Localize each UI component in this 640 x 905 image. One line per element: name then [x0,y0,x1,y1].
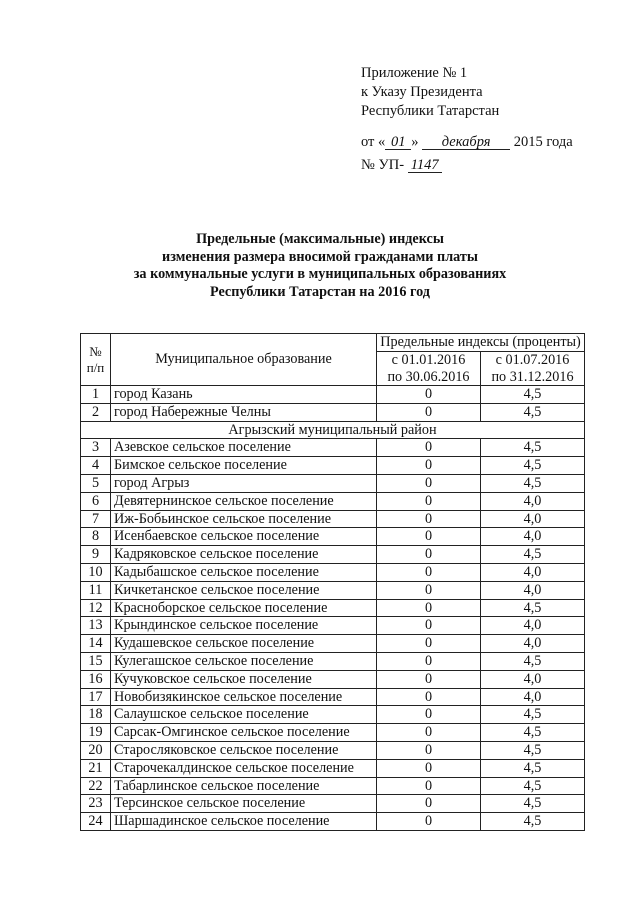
row-municipality: Старосляковское сельское поселение [111,741,377,759]
row-index-period-2: 4,5 [481,706,585,724]
row-municipality: Исенбаевское сельское поселение [111,528,377,546]
row-municipality: Азевское сельское поселение [111,439,377,457]
row-index-period-1: 0 [377,510,481,528]
number-prefix: № УП- [361,157,405,173]
header-number: № п/п [81,334,111,386]
row-municipality: Кудашевское сельское поселение [111,635,377,653]
table-row [81,635,585,653]
row-index-period-2: 4,5 [481,724,585,742]
date-year: 2015 года [513,134,573,150]
row-municipality: Сарсак-Омгинское сельское поселение [111,724,377,742]
row-municipality: Кичкетанское сельское поселение [111,581,377,599]
row-number: 6 [81,492,111,510]
table-row [81,439,585,457]
row-municipality: город Казань [111,386,377,404]
row-index-period-2: 4,0 [481,670,585,688]
title-line-2: изменения размера вносимой гражданами платы [162,248,478,265]
row-number: 2 [81,403,111,421]
row-municipality: Терсинское сельское поселение [111,795,377,813]
row-number: 14 [81,635,111,653]
row-index-period-2: 4,0 [481,581,585,599]
row-index-period-1: 0 [377,599,481,617]
row-number: 5 [81,474,111,492]
attachment-republic: Республики Татарстан [361,103,500,119]
row-index-period-1: 0 [377,617,481,635]
header-municipality: Муниципальное образование [111,334,377,386]
district-row [81,421,585,439]
row-number: 12 [81,599,111,617]
row-municipality: город Агрыз [111,474,377,492]
header-period-2: с 01.07.2016 по 31.12.2016 [481,352,585,386]
row-index-period-1: 0 [377,759,481,777]
table-row [81,724,585,742]
row-number: 23 [81,795,111,813]
table-row [81,777,585,795]
row-municipality: Новобизякинское сельское поселение [111,688,377,706]
row-number: 3 [81,439,111,457]
row-index-period-2: 4,0 [481,510,585,528]
row-index-period-2: 4,5 [481,741,585,759]
row-index-period-2: 4,5 [481,439,585,457]
title-line-4: Республики Татарстан на 2016 год [209,283,430,300]
table-row [81,510,585,528]
row-index-period-2: 4,5 [481,599,585,617]
table-row [81,741,585,759]
header-indices-group: Предельные индексы (проценты) [377,334,585,352]
row-index-period-2: 4,0 [481,528,585,546]
table-row [81,474,585,492]
table-row [81,528,585,546]
row-number: 20 [81,741,111,759]
table-row [81,813,585,831]
table-row [81,652,585,670]
row-index-period-1: 0 [377,528,481,546]
row-number: 15 [81,652,111,670]
row-municipality: Крындинское сельское поселение [111,617,377,635]
row-index-period-1: 0 [377,670,481,688]
row-index-period-2: 4,5 [481,457,585,475]
table-row [81,581,585,599]
table-row [81,706,585,724]
row-number: 8 [81,528,111,546]
row-index-period-2: 4,5 [481,813,585,831]
row-number: 9 [81,546,111,564]
date-month: декабря [422,135,510,150]
row-number: 21 [81,759,111,777]
row-index-period-2: 4,0 [481,563,585,581]
number-value: 1147 [408,158,442,173]
row-municipality: Кадыбашское сельское поселение [111,563,377,581]
row-municipality: Иж-Бобьинское сельское поселение [111,510,377,528]
row-number: 22 [81,777,111,795]
row-number: 18 [81,706,111,724]
table-row [81,457,585,475]
table-row [81,670,585,688]
row-number: 7 [81,510,111,528]
row-index-period-1: 0 [377,403,481,421]
row-index-period-1: 0 [377,706,481,724]
row-number: 19 [81,724,111,742]
document-title [80,231,560,301]
row-index-period-1: 0 [377,439,481,457]
table-row [81,386,585,404]
row-index-period-1: 0 [377,457,481,475]
row-index-period-1: 0 [377,688,481,706]
row-number: 24 [81,813,111,831]
row-index-period-1: 0 [377,386,481,404]
attachment-number: Приложение № 1 [361,65,468,81]
row-index-period-2: 4,5 [481,759,585,777]
row-municipality: город Набережные Челны [111,403,377,421]
row-index-period-1: 0 [377,563,481,581]
table-row [81,795,585,813]
row-index-period-1: 0 [377,741,481,759]
decree-number [361,156,573,175]
row-municipality: Шаршадинское сельское поселение [111,813,377,831]
row-index-period-1: 0 [377,724,481,742]
row-index-period-1: 0 [377,652,481,670]
table-row [81,617,585,635]
row-municipality: Салаушское сельское поселение [111,706,377,724]
row-index-period-1: 0 [377,492,481,510]
row-index-period-1: 0 [377,581,481,599]
row-municipality: Кулегашское сельское поселение [111,652,377,670]
row-municipality: Кучуковское сельское поселение [111,670,377,688]
table-row [81,759,585,777]
row-municipality: Табарлинское сельское поселение [111,777,377,795]
attachment-decree: к Указу Президента [361,84,483,100]
row-number: 10 [81,563,111,581]
row-number: 4 [81,457,111,475]
row-index-period-1: 0 [377,546,481,564]
table-row [81,688,585,706]
date-prefix: от « [361,134,386,150]
row-municipality: Бимское сельское поселение [111,457,377,475]
row-index-period-2: 4,5 [481,777,585,795]
date-day: 01 [385,135,411,150]
row-index-period-2: 4,5 [481,386,585,404]
indices-table [80,333,585,831]
row-number: 11 [81,581,111,599]
row-index-period-1: 0 [377,474,481,492]
row-index-period-2: 4,5 [481,474,585,492]
row-index-period-1: 0 [377,777,481,795]
row-municipality: Кадряковское сельское поселение [111,546,377,564]
row-number: 13 [81,617,111,635]
table-row [81,492,585,510]
title-line-1: Предельные (максимальные) индексы [196,231,444,247]
row-index-period-2: 4,5 [481,795,585,813]
table-row [81,563,585,581]
date-mid: » [411,134,419,150]
row-municipality: Красноборское сельское поселение [111,599,377,617]
row-index-period-2: 4,5 [481,546,585,564]
table-row [81,599,585,617]
table-body [81,386,585,831]
row-municipality: Девятернинское сельское поселение [111,492,377,510]
row-number: 1 [81,386,111,404]
title-line-3: за коммунальные услуги в муниципальных образованиях [133,266,507,282]
row-index-period-1: 0 [377,635,481,653]
row-index-period-2: 4,0 [481,617,585,635]
row-number: 16 [81,670,111,688]
row-number: 17 [81,688,111,706]
row-index-period-2: 4,0 [481,635,585,653]
row-index-period-2: 4,0 [481,492,585,510]
decree-date [361,133,573,152]
row-index-period-2: 4,5 [481,652,585,670]
table-row [81,403,585,421]
row-index-period-1: 0 [377,795,481,813]
row-index-period-2: 4,0 [481,688,585,706]
header-period-1: с 01.01.2016 по 30.06.2016 [377,352,481,386]
row-index-period-2: 4,5 [481,403,585,421]
row-municipality: Старочекалдинское сельское поселение [111,759,377,777]
row-index-period-1: 0 [377,813,481,831]
district-name: Агрызский муниципальный район [81,421,585,439]
table-row [81,546,585,564]
attachment-header [361,64,573,175]
